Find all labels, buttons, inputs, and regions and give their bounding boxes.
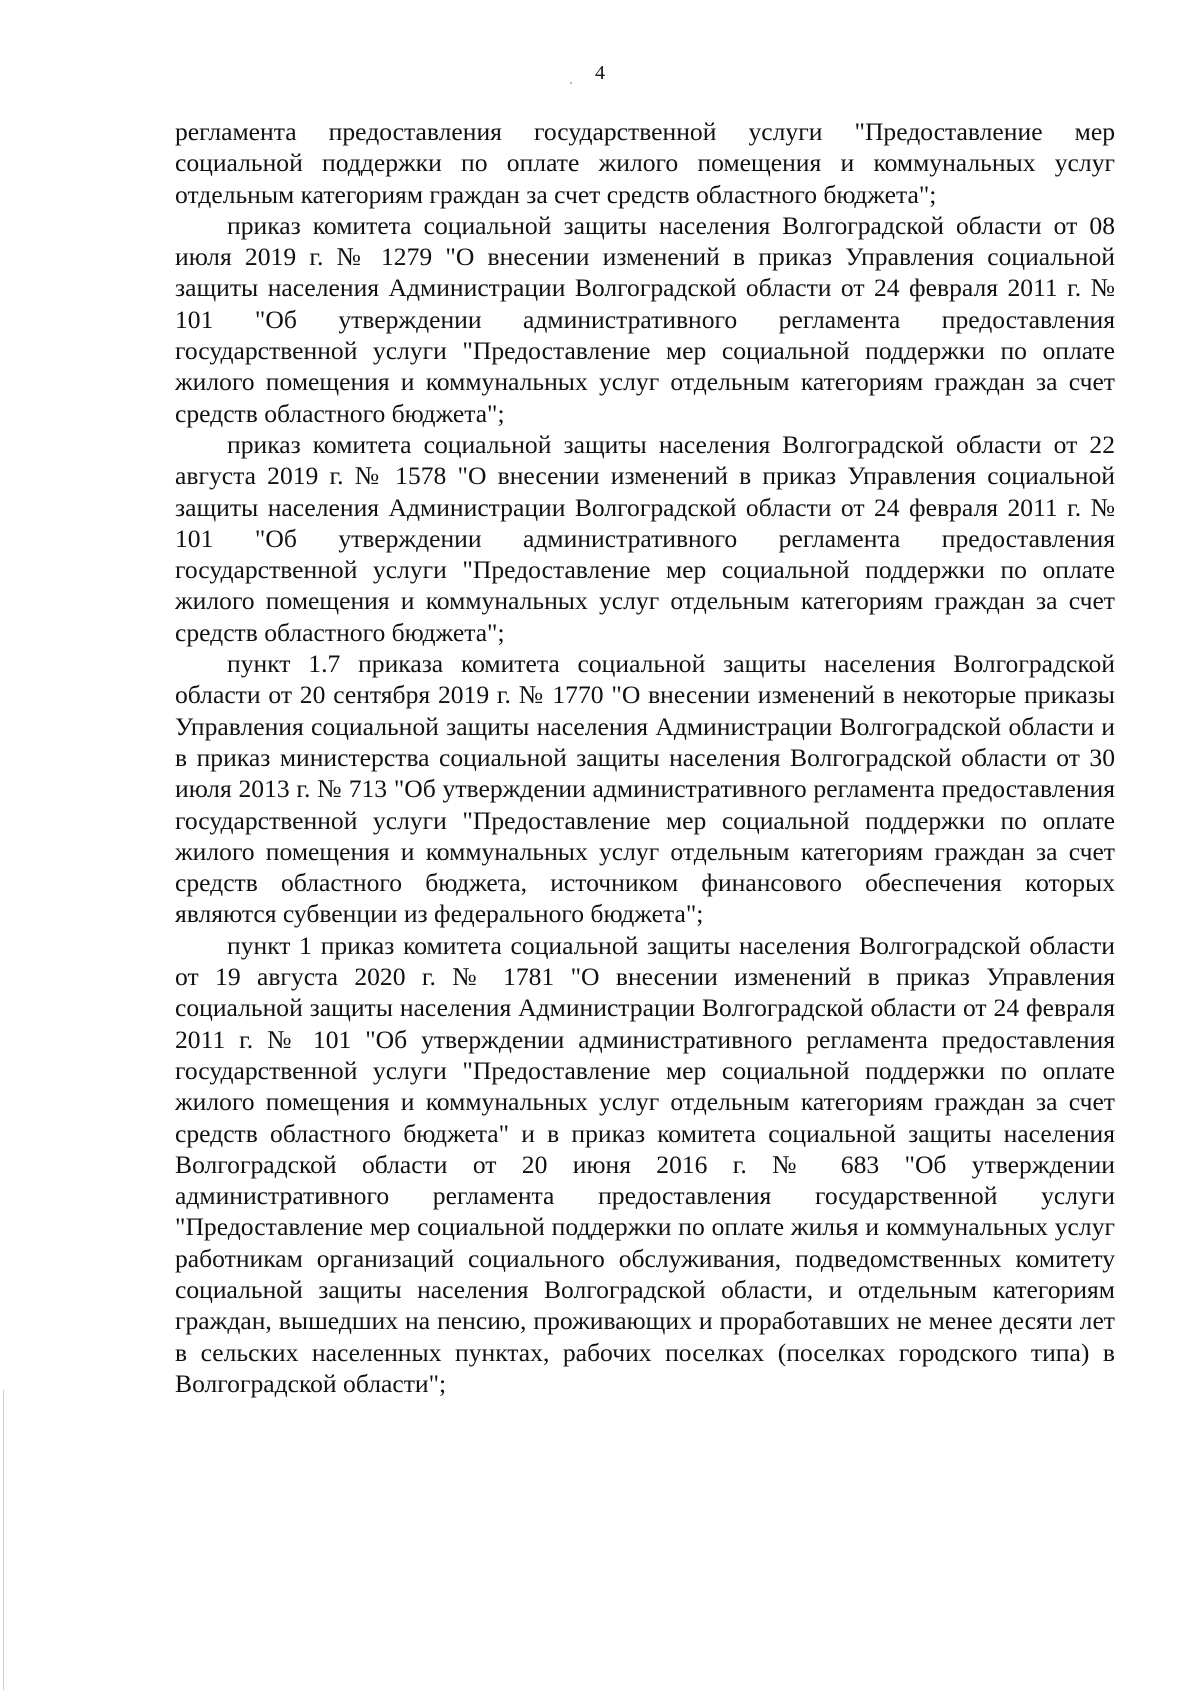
paragraph-regulation-continuation: регламента предоставления государственной услуги "Предоставление мер социальной поддержки по оплате жилого помещения и коммунальных услуг отдельным категориям граждан за счет средств областного бюджета";: [175, 117, 1115, 209]
paragraph-order-1279: приказ комитета социальной защиты населения Волгоградской области от 08 июля 2019 г. № 1279 "О внесении изменений в приказ Управления социальной защиты населения Администрации Волгоградской области от 24 февраля 2011 г. № 101 "Об утверждении административного регламента предоставления государственной услуги "Предоставление мер социальной поддержки по оплате жилого помещения и коммунальных услуг отдельным категориям граждан за счет средств областного бюджета";: [175, 210, 1115, 428]
document-body: [175, 116, 1115, 1399]
scan-edge-line: [3, 1390, 4, 1690]
paragraph-order-1578: приказ комитета социальной защиты населения Волгоградской области от 22 августа 2019 г. № 1578 "О внесении изменений в приказ Управления социальной защиты населения Администрации Волгоградской области от 24 февраля 2011 г. № 101 "Об утверждении административного регламента предоставления государственной услуги "Предоставление мер социальной поддержки по оплате жилого помещения и коммунальных услуг отдельным категориям граждан за счет средств областного бюджета";: [175, 429, 1115, 647]
paragraph-order-1770: пункт 1.7 приказа комитета социальной защиты населения Волгоградской области от 20 сентября 2019 г. № 1770 "О внесении изменений в некоторые приказы Управления социальной защиты населения Администрации Волгоградской области и в приказ министерства социальной защиты населения Волгоградской области от 30 июля 2013 г. № 713 "Об утверждении административного регламента предоставления государственной услуги "Предоставление мер социальной поддержки по оплате жилого помещения и коммунальных услуг отдельным категориям граждан за счет средств областного бюджета, источником финансового обеспечения которых являются субвенции из федерального бюджета";: [175, 649, 1115, 929]
paragraph-order-1781: пункт 1 приказ комитета социальной защиты населения Волгоградской области от 19 августа 2020 г. № 1781 "О внесении изменений в приказ Управления социальной защиты населения Администрации Волгоградской области от 24 февраля 2011 г. № 101 "Об утверждении административного регламента предоставления государственной услуги "Предоставление мер социальной поддержки по оплате жилого помещения и коммунальных услуг отдельным категориям граждан за счет средств областного бюджета" и в приказ комитета социальной защиты населения Волгоградской области от 20 июня 2016 г. № 683 "Об утверждении административного регламента предоставления государственной услуги "Предоставление мер социальной поддержки по оплате жилья и коммунальных услуг работникам организаций социального обслуживания, подведомственных комитету социальной защиты населения Волгоградской области, и отдельным категориям граждан, вышедших на пенсию, проживающих и проработавших не менее десяти лет в сельских населенных пунктах, рабочих поселках (поселках городского типа) в Волгоградской области";: [175, 930, 1115, 1398]
page-number: 4: [595, 62, 605, 84]
